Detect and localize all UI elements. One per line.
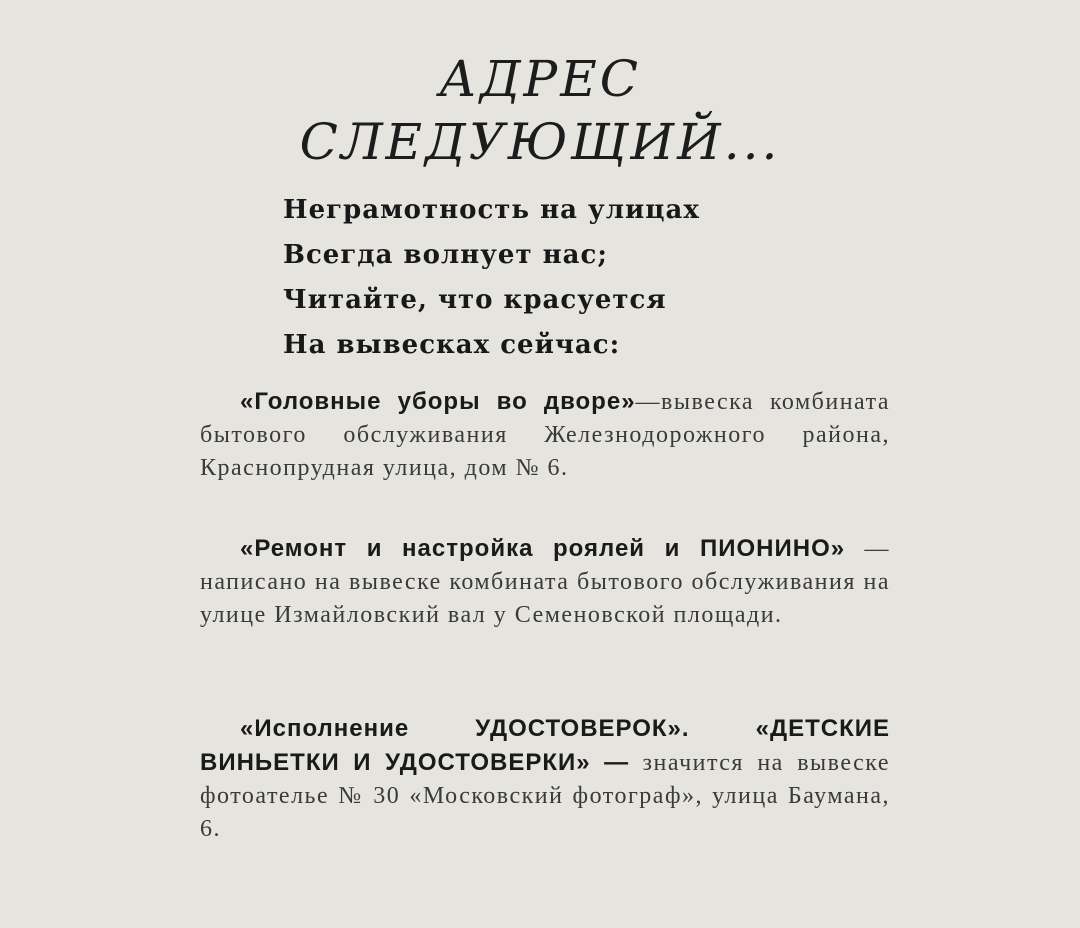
poem-line: На вывесках сейчас: [283, 330, 621, 360]
paragraph-piano-sign [200, 532, 890, 632]
headline-line-2: СЛЕДУЮЩИЙ... [299, 113, 781, 171]
poem-line: Читайте, что красуется [283, 285, 667, 315]
sign-quote: «Исполнение УДОСТОВЕРОК». «ДЕТСКИЕ ВИНЬЕТКИ И УДОСТОВЕРКИ» — [200, 715, 890, 776]
paragraph-photo-sign [200, 712, 890, 846]
paragraph-text: —вывеска комбината бытового обслуживания Железнодорожного района, Краснопрудная улица, дом № 6. [200, 389, 890, 481]
sign-quote: «Ремонт и настройка роялей и ПИОНИНО» [240, 535, 846, 562]
sign-quote: «Головные уборы во дворе» [240, 388, 636, 415]
headline-line-1: АДРЕС [439, 50, 641, 108]
poem [283, 188, 700, 368]
paragraph-text: значится на вывеске фотоателье № 30 «Московский фотограф», улица Баумана, 6. [200, 750, 890, 842]
paragraph-text: — написано на вывеске комбината бытового обслуживания на улице Измайловский вал у Семеновской площади. [200, 536, 891, 628]
paragraph-hat-sign [200, 385, 890, 485]
poem-line: Всегда волнует нас; [283, 240, 608, 270]
poem-line: Неграмотность на улицах [283, 195, 700, 225]
